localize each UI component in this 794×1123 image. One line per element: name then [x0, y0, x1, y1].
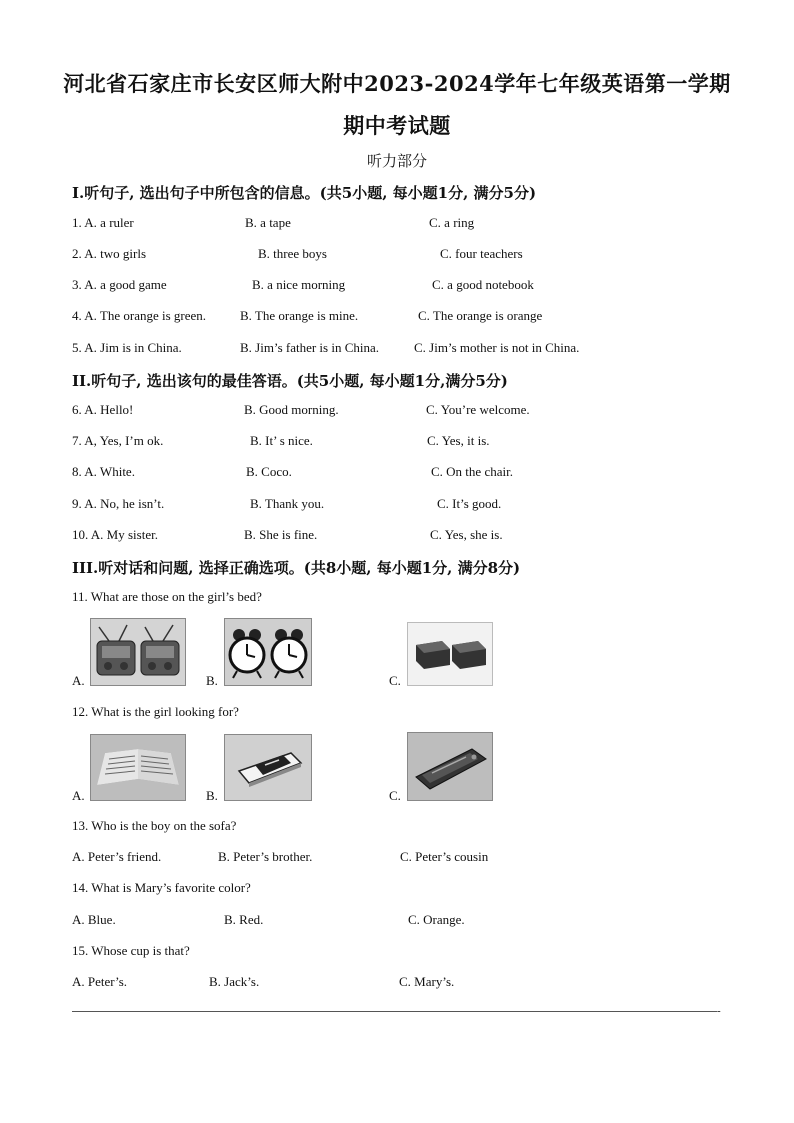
q14-option-a: A. Blue.: [72, 912, 116, 927]
q10-option-a: 10. A. My sister.: [72, 527, 158, 542]
q11-label-a: A.: [72, 673, 85, 688]
section-3-heading: III.听对话和问题, 选择正确选项。(共8小题, 每小题1分, 满分8分): [72, 559, 521, 577]
eraser-icon: [408, 623, 492, 685]
q5-option-b: B. Jim’s father is in China.: [240, 340, 380, 355]
q4-option-c: C. The orange is orange: [418, 308, 543, 323]
q7-option-a: 7. A, Yes, I’m ok.: [72, 433, 164, 448]
q15-option-c: C. Mary’s.: [399, 974, 455, 989]
title-line-1: 河北省石家庄市长安区师大附中2023-2024学年七年级英语第一学期: [63, 71, 731, 96]
q13-option-c: C. Peter’s cousin: [400, 849, 489, 864]
q6-option-a: 6. A. Hello!: [72, 402, 134, 417]
q11-image-radios: [90, 618, 186, 686]
q12-stem: 12. What is the girl looking for?: [72, 704, 239, 719]
q5-option-a: 5. A. Jim is in China.: [72, 340, 182, 355]
section-1-heading: I.听句子, 选出句子中所包含的信息。(共5小题, 每小题1分, 满分5分): [72, 184, 537, 202]
alarm-clock-icon: [225, 619, 311, 685]
q6-option-b: B. Good morning.: [244, 402, 339, 417]
q2-option-b: B. three boys: [258, 246, 327, 261]
q3-option-a: 3. A. a good game: [72, 277, 167, 292]
q12-image-pencil-case: [407, 732, 493, 801]
q11-image-clocks: [224, 618, 312, 686]
section-2-heading: II.听句子, 选出该句的最佳答语。(共5小题, 每小题1分,满分5分): [72, 372, 508, 390]
q10-option-b: B. She is fine.: [244, 527, 318, 542]
question-1: [72, 215, 134, 231]
q4-option-a: 4. A. The orange is green.: [72, 308, 207, 323]
q8-option-a: 8. A. White.: [72, 464, 135, 479]
q1-option-b: B. a tape: [245, 215, 291, 230]
q8-option-b: B. Coco.: [246, 464, 292, 479]
q9-option-a: 9. A. No, he isn’t.: [72, 496, 165, 511]
q3-option-c: C. a good notebook: [432, 277, 534, 292]
q1-option-a: 1. A. a ruler: [72, 215, 134, 230]
q12-image-book: [90, 734, 186, 801]
title-line-2: 期中考试题: [343, 113, 451, 138]
q15-option-b: B. Jack’s.: [209, 974, 260, 989]
q11-stem: 11. What are those on the girl’s bed?: [72, 589, 262, 604]
eraser-icon: [225, 735, 311, 800]
pencil-case-icon: [408, 733, 492, 800]
q8-option-c: C. On the chair.: [431, 464, 513, 479]
footer-rule: [72, 1011, 717, 1012]
q15-stem: 15. Whose cup is that?: [72, 943, 190, 958]
q3-option-b: B. a nice morning: [252, 277, 346, 292]
q6-option-c: C. You’re welcome.: [426, 402, 530, 417]
q11-label-b: B.: [206, 673, 218, 688]
q5-option-c: C. Jim’s mother is not in China.: [414, 340, 580, 355]
q9-option-c: C. It’s good.: [437, 496, 502, 511]
q2-option-a: 2. A. two girls: [72, 246, 147, 261]
q15-option-a: A. Peter’s.: [72, 974, 128, 989]
q11-label-c: C.: [389, 673, 401, 688]
q1-option-c: C. a ring: [429, 215, 475, 230]
footer-tick: -: [717, 1005, 721, 1017]
q12-label-c: C.: [389, 788, 401, 803]
q13-option-a: A. Peter’s friend.: [72, 849, 162, 864]
q7-option-b: B. It’ s nice.: [250, 433, 313, 448]
q12-label-a: A.: [72, 788, 85, 803]
q13-stem: 13. Who is the boy on the sofa?: [72, 818, 237, 833]
book-icon: [91, 735, 185, 800]
q12-image-eraser: [224, 734, 312, 801]
q14-stem: 14. What is Mary’s favorite color?: [72, 880, 251, 895]
radio-icon: [91, 619, 185, 685]
q9-option-b: B. Thank you.: [250, 496, 325, 511]
q12-label-b: B.: [206, 788, 218, 803]
q10-option-c: C. Yes, she is.: [430, 527, 503, 542]
q4-option-b: B. The orange is mine.: [240, 308, 359, 323]
subtitle: 听力部分: [366, 152, 427, 170]
q13-option-b: B. Peter’s brother.: [218, 849, 313, 864]
q11-image-erasers: [407, 622, 493, 686]
q14-option-c: C. Orange.: [408, 912, 465, 927]
q14-option-b: B. Red.: [224, 912, 264, 927]
q2-option-c: C. four teachers: [440, 246, 523, 261]
q7-option-c: C. Yes, it is.: [427, 433, 490, 448]
